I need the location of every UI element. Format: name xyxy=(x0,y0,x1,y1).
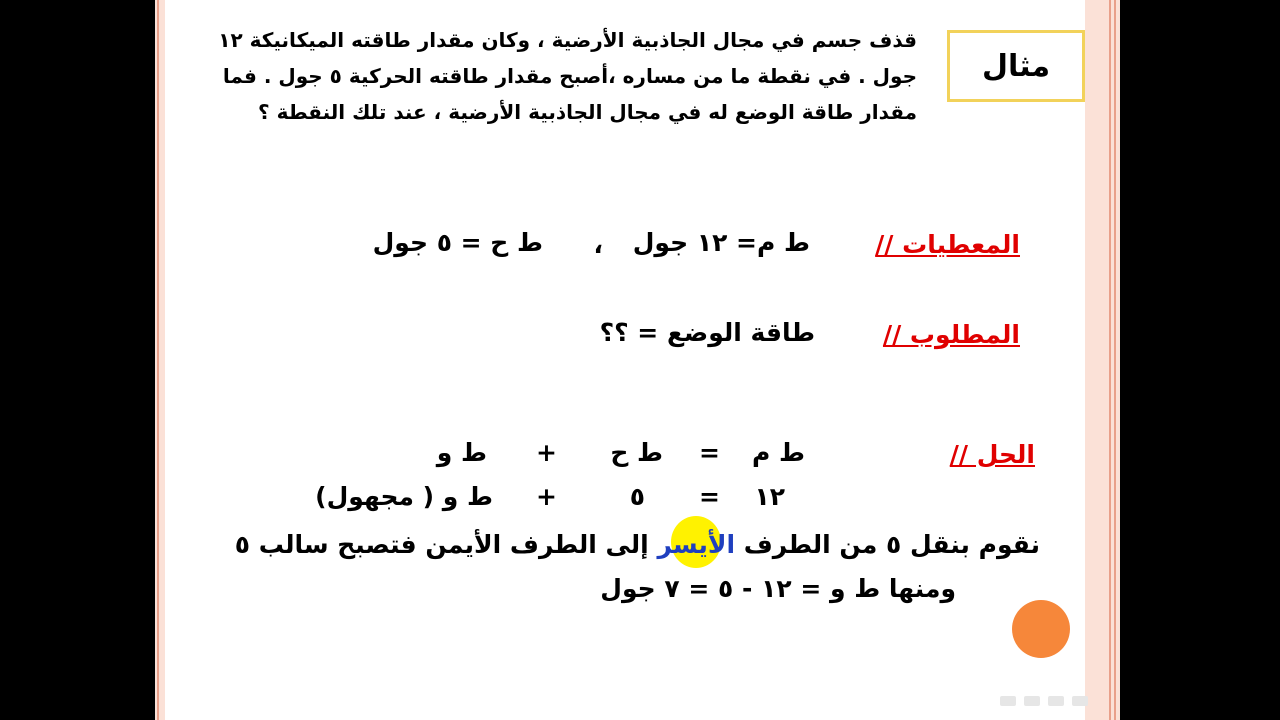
example-label-box xyxy=(947,30,1085,102)
solution-label: الحل // xyxy=(949,440,1035,469)
slide-navigation xyxy=(1000,696,1088,706)
required-label: المطلوب // xyxy=(882,320,1020,349)
explanation-text: إلى الطرف الأيمن فتصبح سالب ٥ xyxy=(234,530,658,559)
equation-2-term: ١٢ xyxy=(754,482,785,511)
question-line-3: مقدار طاقة الوضع له في مجال الجاذبية الأرضية ، عند تلك النقطة ؟ xyxy=(258,100,917,124)
equation-1-term: ط ح xyxy=(610,438,663,467)
border-stripe xyxy=(1109,0,1111,720)
menu-icon[interactable] xyxy=(1048,696,1064,706)
slide xyxy=(155,0,1120,720)
givens-value-1: ط م= ١٢ جول xyxy=(632,228,810,257)
slide-content xyxy=(165,0,1085,720)
equation-2-equals: = xyxy=(699,482,720,511)
decorative-circle xyxy=(1012,600,1070,658)
equation-1-plus: + xyxy=(536,438,557,467)
border-stripe xyxy=(157,0,159,720)
equation-2-plus: + xyxy=(536,482,557,511)
equation-1-term: ط و xyxy=(436,438,487,467)
highlighted-word: الأيسر xyxy=(657,530,736,559)
explanation-line xyxy=(234,530,1040,559)
border-stripe xyxy=(1114,0,1116,720)
question-line-1: قذف جسم في مجال الجاذبية الأرضية ، وكان مقدار طاقته الميكانيكة ١٢ xyxy=(218,28,917,52)
givens-label: المعطيات // xyxy=(875,230,1020,259)
prev-slide-icon[interactable] xyxy=(1000,696,1016,706)
equation-2-term: ط و ( مجهول) xyxy=(315,482,493,511)
pen-icon[interactable] xyxy=(1024,696,1040,706)
final-answer: ومنها ط و = ١٢ - ٥ = ٧ جول xyxy=(600,574,956,603)
givens-separator: ، xyxy=(593,230,603,259)
equation-2-term: ٥ xyxy=(629,482,645,511)
equation-1-equals: = xyxy=(699,438,720,467)
question-line-2: جول . في نقطة ما من مساره ،أصبح مقدار طاقته الحركية ٥ جول . فما xyxy=(222,64,917,88)
example-label: مثال xyxy=(981,48,1051,84)
givens-value-2: ط ح = ٥ جول xyxy=(372,228,543,257)
required-value: طاقة الوضع = ؟؟ xyxy=(599,318,815,347)
equation-1-term: ط م xyxy=(752,438,805,467)
explanation-text: نقوم بنقل ٥ من الطرف xyxy=(735,530,1040,559)
next-slide-icon[interactable] xyxy=(1072,696,1088,706)
